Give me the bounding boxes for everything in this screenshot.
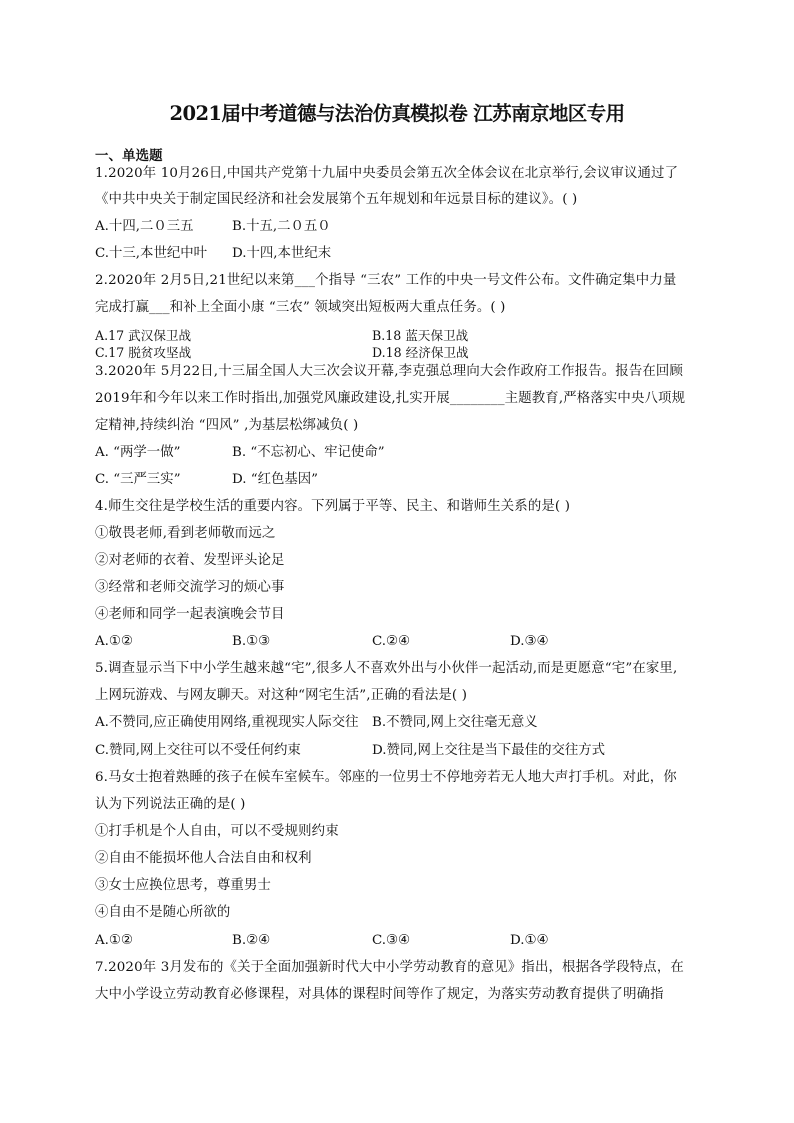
question-6-item-4: ④自由不是随心所欲的 [95, 905, 231, 920]
question-1-option-a: A.十四,二０三五 [95, 219, 194, 234]
question-4-stem: 4.师生交往是学校生活的重要内容。下列属于平等、民主、和谐师生关系的是( ) [95, 499, 571, 514]
question-5-stem-line-2: 上网玩游戏、与网友聊天。对这种“网宅生活”,正确的看法是( ) [95, 688, 468, 703]
question-6-option-a: A.①② [95, 933, 133, 948]
question-2-stem-line-2: 完成打赢___和补上全面小康 “三农” 领域突出短板两大重点任务。( ) [95, 300, 506, 315]
question-4-option-c: C.②④ [372, 634, 411, 649]
question-2-stem-line-1: 2.2020年 2月5日,21世纪以来第___个指导 “三农” 工作的中央一号文件公布。文件确定集中力量 [95, 273, 677, 288]
question-6-stem-line-2: 认为下列说法正确的是( ) [95, 797, 246, 812]
question-1-stem-line-2: 《中共中央关于制定国民经济和社会发展第个五年规划和年远景目标的建议》。( ) [95, 192, 578, 207]
question-7-stem-line-1: 7.2020年 3月发布的《关于全面加强新时代大中小学劳动教育的意见》指出，根据各学段特点，在 [95, 960, 684, 975]
question-7-stem-line-2: 大中小学设立劳动教育必修课程，对具体的课程时间等作了规定，为落实劳动教育提供了明确指 [95, 987, 664, 1002]
question-6-option-c: C.③④ [372, 933, 411, 948]
question-6-option-b: B.②④ [232, 933, 271, 948]
question-4-option-d: D.③④ [510, 634, 549, 649]
question-6-option-d: D.①④ [510, 933, 549, 948]
question-5-option-a: A.不赞同,应正确使用网络,重视现实人际交往 [95, 715, 359, 730]
question-4-item-3: ③经常和老师交流学习的烦心事 [95, 580, 285, 595]
question-5-stem-line-1: 5.调查显示当下中小学生越来越“宅”,很多人不喜欢外出与小伙伴一起活动,而是更愿意“宅”在家里, [95, 661, 678, 676]
question-3-option-d: D. “红色基因” [232, 472, 319, 487]
question-5-option-b: B.不赞同,网上交往毫无意义 [372, 715, 538, 730]
question-2-option-a: A.17 武汉保卫战 [95, 328, 192, 343]
question-3-stem-line-2: 2019年和今年以来工作时指出,加强党风廉政建设,扎实开展________主题教育,严格落实中央八项规 [95, 391, 686, 406]
section-heading: 一、单选题 [95, 148, 163, 164]
question-2-option-c: C.17 脱贫攻坚战 [95, 345, 192, 360]
question-6-item-2: ②自由不能损坏他人合法自由和权利 [95, 851, 312, 866]
question-5-option-c: C.赞同,网上交往可以不受任何约束 [95, 743, 301, 758]
question-4-option-b: B.①③ [232, 634, 271, 649]
question-4-item-2: ②对老师的衣着、发型评头论足 [95, 553, 285, 568]
question-3-stem-line-1: 3.2020年 5月22日,十三届全国人大三次会议开幕,李克强总理向大会作政府工作报告。报告在回顾 [95, 364, 683, 379]
question-3-option-a: A. “两学一做” [95, 445, 181, 460]
question-4-option-a: A.①② [95, 634, 133, 649]
question-1-option-b: B.十五,二０五０ [232, 219, 331, 234]
question-5-option-d: D.赞同,网上交往是当下最佳的交往方式 [372, 743, 606, 758]
question-3-stem-line-3: 定精神,持续纠治 “四风” ,为基层松绑减负( ) [95, 418, 359, 433]
question-4-item-4: ④老师和同学一起表演晚会节目 [95, 607, 285, 622]
question-1-option-c: C.十三,本世纪中叶 [95, 246, 208, 261]
question-1-option-d: D.十四,本世纪末 [232, 246, 332, 261]
page-title: 2021届中考道德与法治仿真模拟卷 江苏南京地区专用 [169, 102, 625, 125]
question-4-item-1: ①敬畏老师,看到老师敬而远之 [95, 526, 276, 541]
question-2-option-d: D.18 经济保卫战 [372, 345, 469, 360]
question-6-item-3: ③女士应换位思考，尊重男士 [95, 878, 272, 893]
question-6-item-1: ①打手机是个人自由，可以不受规则约束 [95, 824, 339, 839]
question-3-option-c: C. “三严三实” [95, 472, 181, 487]
question-1-stem-line-1: 1.2020年 10月26日,中国共产党第十九届中央委员会第五次全体会议在北京举行,会议审议通过了 [95, 166, 679, 181]
question-6-stem-line-1: 6.马女士抱着熟睡的孩子在候车室候车。邻座的一位男士不停地旁若无人地大声打手机。对此，你 [95, 770, 677, 785]
question-3-option-b: B. “不忘初心、牢记使命” [232, 445, 385, 460]
question-2-option-b: B.18 蓝天保卫战 [372, 328, 469, 343]
